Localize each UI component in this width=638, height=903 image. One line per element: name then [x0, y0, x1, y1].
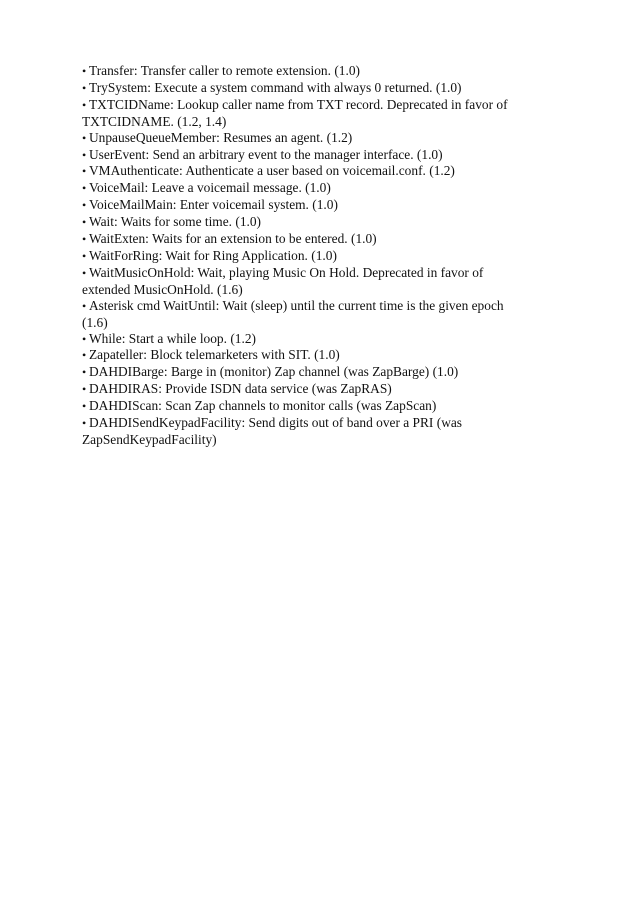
list-item-text: DAHDISendKeypadFacility: Send digits out of band over a PRI (was ZapSendKeypadFacility)	[82, 415, 463, 447]
bullet: •	[82, 130, 87, 145]
application-list	[82, 63, 532, 448]
bullet: •	[82, 80, 87, 95]
list-item	[82, 214, 532, 231]
bullet: •	[82, 232, 87, 247]
list-item	[82, 248, 532, 265]
bullet: •	[82, 331, 87, 346]
bullet: •	[82, 348, 87, 363]
list-item-text: While: Start a while loop. (1.2)	[89, 330, 256, 346]
list-item	[82, 180, 532, 197]
list-item-text: TXTCIDName: Lookup caller name from TXT record. Deprecated in favor of TXTCIDNAME. (1.2, 1.4)	[82, 96, 508, 129]
bullet: •	[82, 181, 87, 196]
list-item-text: DAHDIRAS: Provide ISDN data service (was ZapRAS)	[89, 381, 392, 397]
bullet: •	[82, 399, 87, 414]
list-item-text: VoiceMail: Leave a voicemail message. (1.0)	[89, 180, 331, 196]
bullet: •	[82, 265, 87, 280]
bullet: •	[82, 416, 87, 431]
list-item	[82, 398, 532, 415]
list-item	[82, 231, 532, 248]
list-item	[82, 63, 532, 80]
bullet: •	[82, 64, 87, 78]
list-item-text: Transfer: Transfer caller to remote extension. (1.0)	[89, 63, 360, 78]
list-item	[82, 415, 532, 448]
list-item-text: UserEvent: Send an arbitrary event to the manager interface. (1.0)	[89, 146, 443, 162]
bullet: •	[82, 97, 87, 112]
list-item-text: Asterisk cmd WaitUntil: Wait (sleep) until the current time is the given epoch (1.6)	[82, 297, 504, 330]
bullet: •	[82, 147, 87, 162]
bullet: •	[82, 365, 87, 380]
list-item	[82, 80, 532, 97]
bullet: •	[82, 215, 87, 230]
list-item-text: DAHDIScan: Scan Zap channels to monitor calls (was ZapScan)	[89, 398, 437, 414]
list-item	[82, 163, 532, 180]
list-item-text: Wait: Waits for some time. (1.0)	[89, 214, 262, 230]
list-item-text: WaitForRing: Wait for Ring Application. (1.0)	[89, 247, 337, 263]
list-item	[82, 381, 532, 398]
list-item	[82, 347, 532, 364]
list-item	[82, 97, 532, 130]
list-item	[82, 265, 532, 298]
list-item	[82, 197, 532, 214]
list-item-text: WaitExten: Waits for an extension to be entered. (1.0)	[89, 231, 377, 247]
list-item-text: UnpauseQueueMember: Resumes an agent. (1.2)	[89, 129, 353, 145]
list-item-text: VoiceMailMain: Enter voicemail system. (1.0)	[89, 197, 338, 213]
list-item	[82, 298, 532, 331]
list-item-text: VMAuthenticate: Authenticate a user based on voicemail.conf. (1.2)	[89, 163, 455, 179]
bullet: •	[82, 164, 87, 179]
list-item	[82, 364, 532, 381]
list-item-text: DAHDIBarge: Barge in (monitor) Zap channel (was ZapBarge) (1.0)	[89, 364, 459, 380]
list-item-text: WaitMusicOnHold: Wait, playing Music On Hold. Deprecated in favor of extended MusicOnHold. (1.6)	[82, 264, 484, 297]
list-item	[82, 331, 532, 348]
bullet: •	[82, 298, 87, 313]
bullet: •	[82, 198, 87, 213]
list-item-text: Zapateller: Block telemarketers with SIT. (1.0)	[89, 347, 340, 363]
list-item	[82, 130, 532, 147]
list-item-text: TrySystem: Execute a system command with always 0 returned. (1.0)	[89, 79, 462, 95]
bullet: •	[82, 382, 87, 397]
bullet: •	[82, 248, 87, 263]
list-item	[82, 147, 532, 164]
